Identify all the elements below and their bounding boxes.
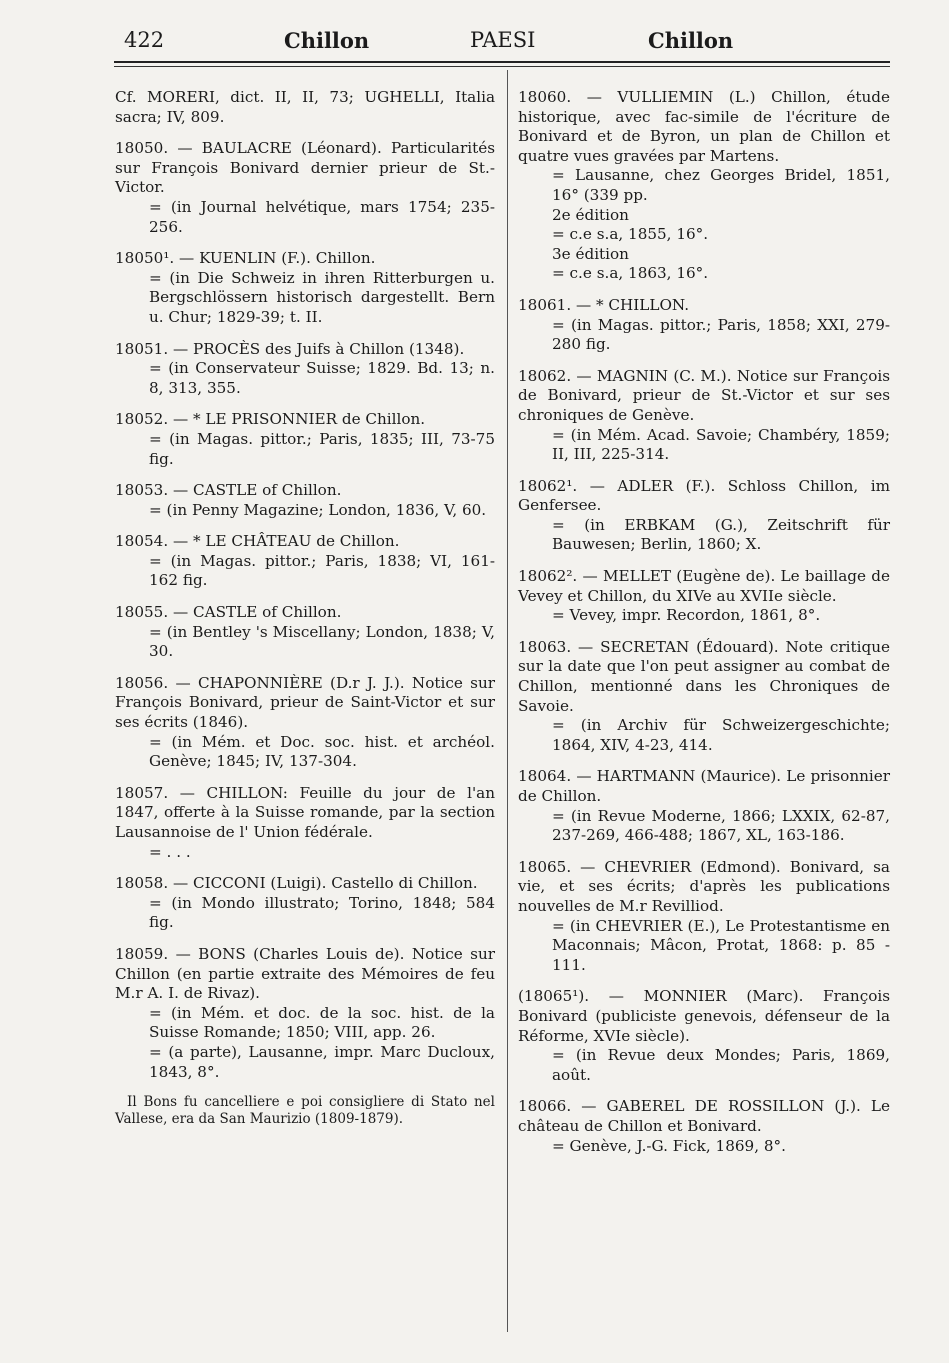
bibliography-entry	[115, 532, 495, 591]
entry-title-line: 18064. — HARTMANN (Maurice). Le prisonnier de Chillon.	[518, 767, 890, 805]
bibliography-entry	[115, 945, 495, 1082]
bibliography-entry	[115, 249, 495, 327]
bibliography-entry	[115, 481, 495, 520]
bibliography-entry	[518, 88, 890, 284]
entry-detail-line: = c.e s.a, 1863, 16°.	[552, 264, 709, 283]
entry-title-line: Cf. MORERI, dict. II, II, 73; UGHELLI, Italia sacra; IV, 809.	[115, 88, 495, 126]
entry-title-line: 18053. — CASTLE of Chillon.	[115, 481, 342, 500]
bibliography-entry	[518, 367, 890, 465]
page-number: 422	[124, 28, 165, 52]
bibliography-entry	[115, 603, 495, 662]
entry-detail-line: = (in ERBKAM (G.), Zeitschrift für Bauwesen; Berlin, 1860; X.	[552, 515, 890, 554]
entry-detail-line: = (in Revue Moderne, 1866; LXXIX, 62-87, 237-269, 466-488; 1867, XL, 163-186.	[552, 806, 890, 845]
entry-title-line: 18050. — BAULACRE (Léonard). Particularités sur François Bonivard dernier prieur de St.-Victor.	[115, 139, 495, 197]
entry-title-line: 18062². — MELLET (Eugène de). Le baillage de Vevey et Chillon, du XIVe au XVIIe siècle.	[518, 567, 890, 605]
entry-title-line: 18063. — SECRETAN (Édouard). Note critique sur la date que l'on peut assigner au combat de Chillon, mentionné dans les Chroniques de Savoie.	[518, 637, 890, 715]
bibliography-entry	[115, 88, 495, 127]
entry-detail-line: = (in Bentley 's Miscellany; London, 1838; V, 30.	[149, 622, 495, 661]
entry-title-line: 18060. — VULLIEMIN (L.) Chillon, étude historique, avec fac-simile de l'écriture de Bonivard et de Byron, un plan de Chillon et quatre vues gravées par Martens.	[518, 88, 890, 165]
entry-detail-line: = c.e s.a, 1855, 16°.	[552, 225, 709, 244]
page-header	[0, 28, 949, 64]
bibliography-entry	[518, 1097, 890, 1156]
bibliography-entry	[518, 638, 890, 756]
entry-detail-line: = (in Magas. pittor.; Paris, 1838; VI, 161-162 fig.	[149, 551, 495, 590]
right-column	[518, 88, 890, 1168]
entry-detail-line: = (in Revue deux Mondes; Paris, 1869, août.	[552, 1046, 890, 1084]
entry-title-line: 18059. — BONS (Charles Louis de). Notice sur Chillon (en partie extraite des Mémoires de feu M.r A. I. de Rivaz).	[115, 944, 495, 1003]
entry-detail-line: = Genève, J.-G. Fick, 1869, 8°.	[552, 1136, 786, 1155]
bibliography-entry	[115, 410, 495, 469]
entry-title-line: 18054. — * LE CHÂTEAU de Chillon.	[115, 532, 400, 551]
entry-detail-line: = (in CHEVRIER (E.), Le Protestantisme en Maconnais; Mâcon, Protat, 1868: p. 85 - 111.	[552, 916, 890, 974]
entry-detail-line: = (in Die Schweiz in ihren Ritterburgen u. Bergschlössern historisch dargestellt. Bern u. Chur; 1829-39; t. II.	[149, 268, 495, 326]
entry-title-line: 18062¹. — ADLER (F.). Schloss Chillon, im Genfersee.	[518, 476, 890, 515]
entry-detail-line: = (in Penny Magazine; London, 1836, V, 60.	[149, 500, 487, 519]
entry-detail-line: = (in Journal helvétique, mars 1754; 235-256.	[149, 197, 495, 236]
entry-detail-line: = (in Mém. et doc. de la soc. hist. de la Suisse Romande; 1850; VIII, app. 26.	[149, 1003, 495, 1042]
entry-detail-line: = (in Magas. pittor.; Paris, 1835; III, 73-75 fig.	[149, 429, 495, 468]
entry-title-line: (18065¹). — MONNIER (Marc). François Bonivard (publiciste genevois, défenseur de la Réforme, XVIe siècle).	[518, 987, 890, 1045]
bibliography-entry	[115, 874, 495, 933]
entry-title-line: 18056. — CHAPONNIÈRE (D.r J. J.). Notice sur François Bonivard, prieur de Saint-Victor et sur ses écrits (1846).	[115, 673, 495, 732]
entry-title-line: 18057. — CHILLON: Feuille du jour de l'an 1847, offerte à la Suisse romande, par la section Lausannoise de l' Union fédérale.	[115, 783, 495, 841]
entry-title-line: 18050¹. — KUENLIN (F.). Chillon.	[115, 249, 376, 268]
entry-detail-line: = (in Archiv für Schweizergeschichte; 1864, XIV, 4-23, 414.	[552, 716, 890, 754]
entry-title-line: 18052. — * LE PRISONNIER de Chillon.	[115, 410, 426, 429]
entry-title-line: 18062. — MAGNIN (C. M.). Notice sur François de Bonivard, prieur de St.-Victor et sur ses chroniques de Genève.	[518, 366, 890, 424]
entry-detail-line: = (in Mém. et Doc. soc. hist. et archéol. Genève; 1845; IV, 137-304.	[149, 732, 495, 771]
bibliography-entry	[518, 477, 890, 555]
left-column	[115, 88, 495, 1140]
header-rule-thin	[114, 66, 890, 67]
bibliography-entry	[518, 858, 890, 976]
footnote	[115, 1094, 495, 1128]
entry-detail-line: = Lausanne, chez Georges Bridel, 1851, 16° (339 pp.	[552, 166, 890, 204]
bibliography-entry	[518, 767, 890, 845]
bibliography-entry	[115, 139, 495, 237]
bibliography-entry	[518, 567, 890, 626]
bibliography-entry	[115, 674, 495, 772]
entry-title-line: 18066. — GABEREL DE ROSSILLON (J.). Le château de Chillon et Bonivard.	[518, 1097, 890, 1135]
running-title-right: Chillon	[648, 28, 734, 53]
running-title-left: Chillon	[284, 28, 370, 53]
entry-detail-line: = (in Conservateur Suisse; 1829. Bd. 13; n. 8, 313, 355.	[149, 359, 495, 397]
entry-detail-line: 2e édition	[552, 205, 629, 224]
running-title-center: PAESI	[470, 28, 536, 52]
bibliography-entry	[518, 296, 890, 355]
bibliography-entry	[115, 340, 495, 399]
entry-title-line: 18065. — CHEVRIER (Edmond). Bonivard, sa vie, et ses écrits; d'après les publications nouvelles de M.r Revilliod.	[518, 857, 890, 915]
entry-detail-line: = Vevey, impr. Recordon, 1861, 8°.	[552, 606, 821, 625]
entry-detail-line: = (in Mondo illustrato; Torino, 1848; 584 fig.	[149, 893, 495, 932]
entry-detail-line: = (a parte), Lausanne, impr. Marc Ducloux, 1843, 8°.	[149, 1042, 495, 1081]
bibliography-entry	[518, 987, 890, 1085]
entry-detail-line: = (in Mém. Acad. Savoie; Chambéry, 1859; II, III, 225-314.	[552, 425, 890, 464]
entry-detail-line: 3e édition	[552, 244, 629, 263]
entry-title-line: 18058. — CICCONI (Luigi). Castello di Chillon.	[115, 874, 478, 893]
bibliography-entry	[115, 784, 495, 862]
column-divider	[507, 70, 508, 1332]
entry-detail-line: = . . .	[149, 842, 191, 861]
entry-title-line: 18061. — * CHILLON.	[518, 295, 690, 314]
entry-title-line: 18055. — CASTLE of Chillon.	[115, 603, 342, 622]
entry-detail-line: = (in Magas. pittor.; Paris, 1858; XXI, 279-280 fig.	[552, 315, 890, 354]
header-rule-thick	[114, 61, 890, 63]
entry-title-line: 18051. — PROCÈS des Juifs à Chillon (1348).	[115, 339, 465, 358]
entry-title-line: Il Bons fu cancelliere e poi consigliere di Stato nel Vallese, era da San Maurizio (1809-1879).	[115, 1094, 495, 1128]
